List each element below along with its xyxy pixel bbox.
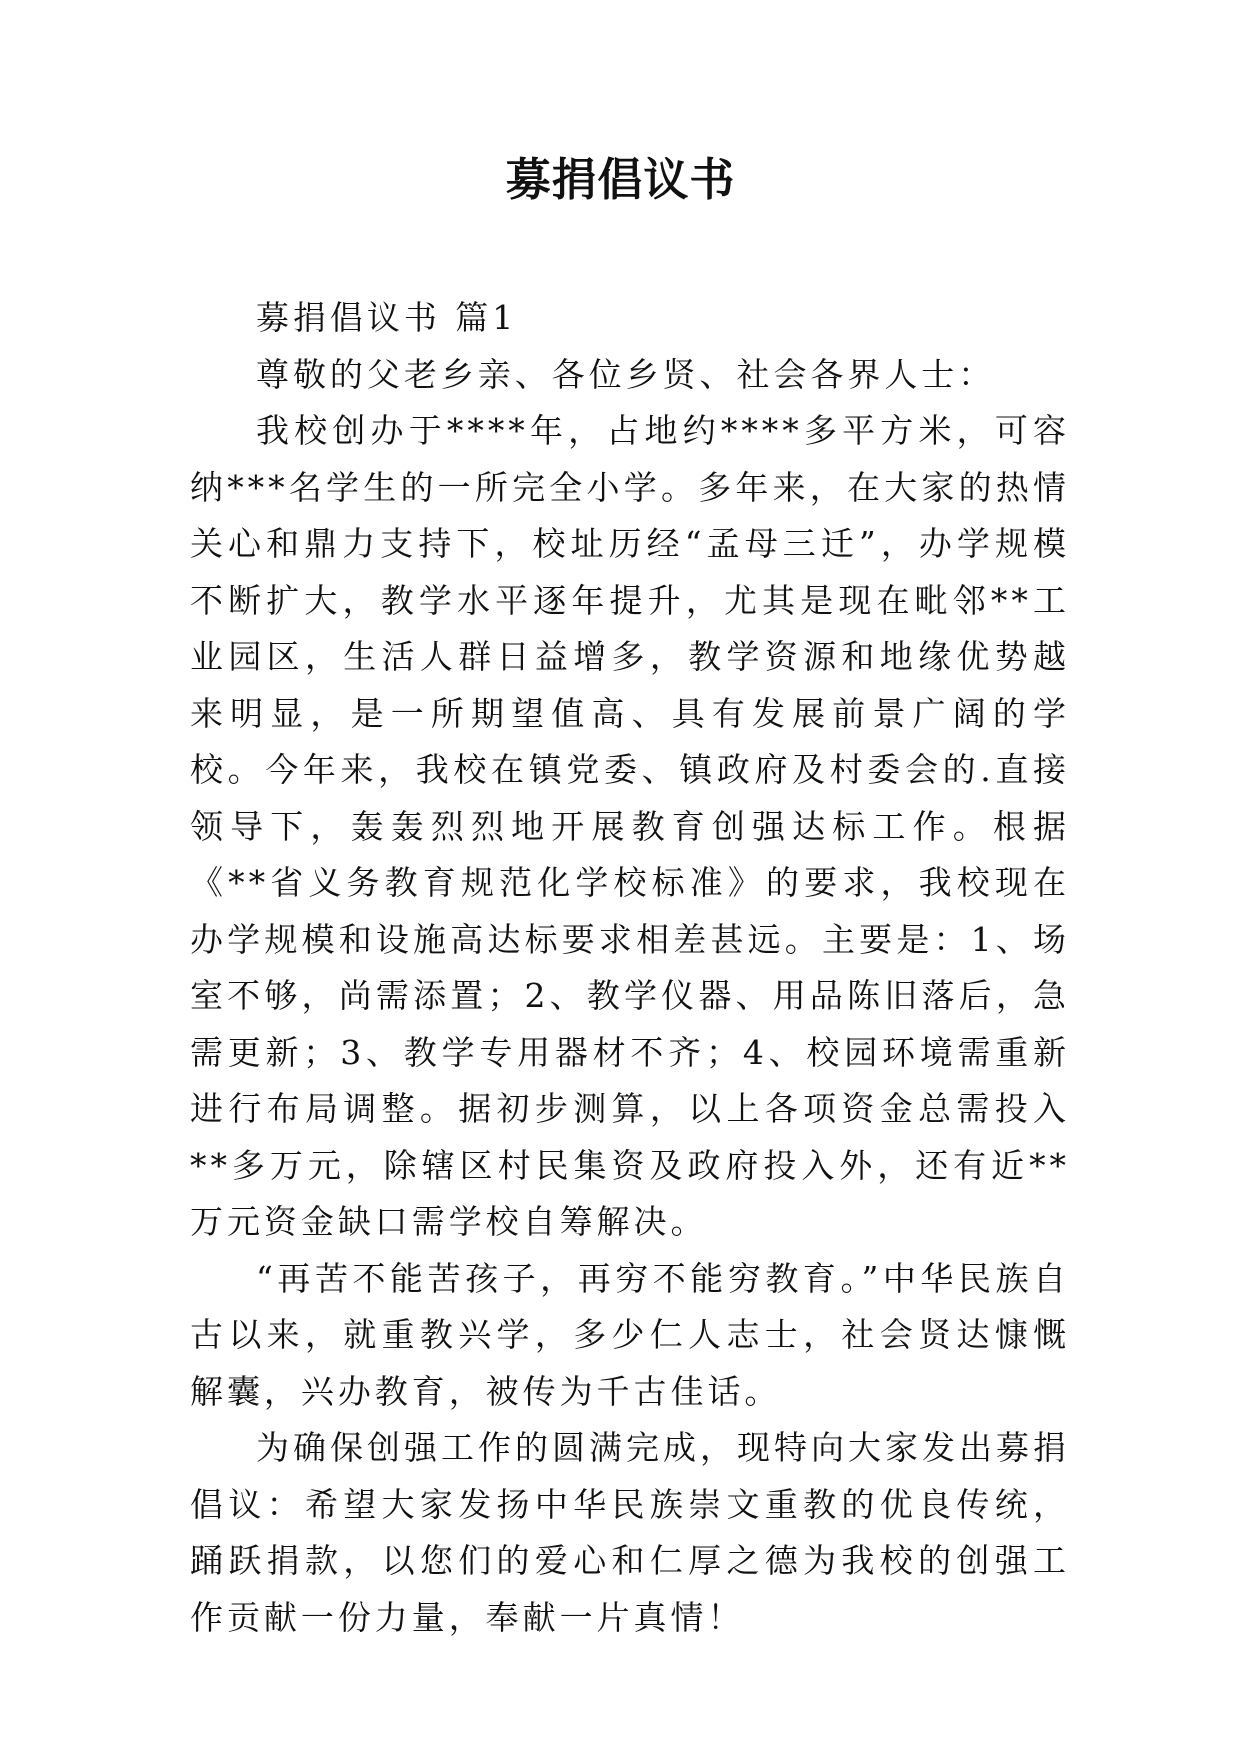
- section-heading: 募捐倡议书 篇1: [256, 298, 518, 337]
- document-body: [190, 290, 1070, 1646]
- document-title: 募捐倡议书: [505, 153, 736, 206]
- body-paragraph-quote: “再苦不能苦孩子，再穷不能穷教育。”中华民族自古以来，就重教兴学，多少仁人志士，社会贤达慷慨解囊，兴办教育，被传为千古佳话。: [190, 1258, 1070, 1411]
- salutation: 尊敬的父老乡亲、各位乡贤、社会各界人士：: [256, 354, 996, 394]
- body-paragraph-appeal: 为确保创强工作的圆满完成，现特向大家发出募捐倡议：希望大家发扬中华民族崇文重教的优良传统，踊跃捐款，以您们的爱心和仁厚之德为我校的创强工作贡献一份力量，奉献一片真情！: [190, 1428, 1070, 1637]
- body-paragraph-school-intro: 我校创办于****年，占地约****多平方米，可容纳***名学生的一所完全小学。多年来，在大家的热情关心和鼎力支持下，校址历经“孟母三迁”，办学规模不断扩大，教学水平逐年提升，尤其是现在毗邻**工业园区，生活人群日益增多，教学资源和地缘优势越来明显，是一所期望值高、具有发展前景广阔的学校。今年来，我校在镇党委、镇政府及村委会的.直接领导下，轰轰烈烈地开展教育创强达标工作。根据《**省义务教育规范化学校标准》的要求，我校现在办学规模和设施高达标要求相差甚远。主要是：1、场室不够，尚需添置；2、教学仪器、用品陈旧落后，急需更新；3、教学专用器材不齐；4、校园环境需重新进行布局调整。据初步测算，以上各项资金总需投入**多万元，除辖区村民集资及政府投入外，还有近**万元资金缺口需学校自筹解决。: [190, 411, 1070, 1241]
